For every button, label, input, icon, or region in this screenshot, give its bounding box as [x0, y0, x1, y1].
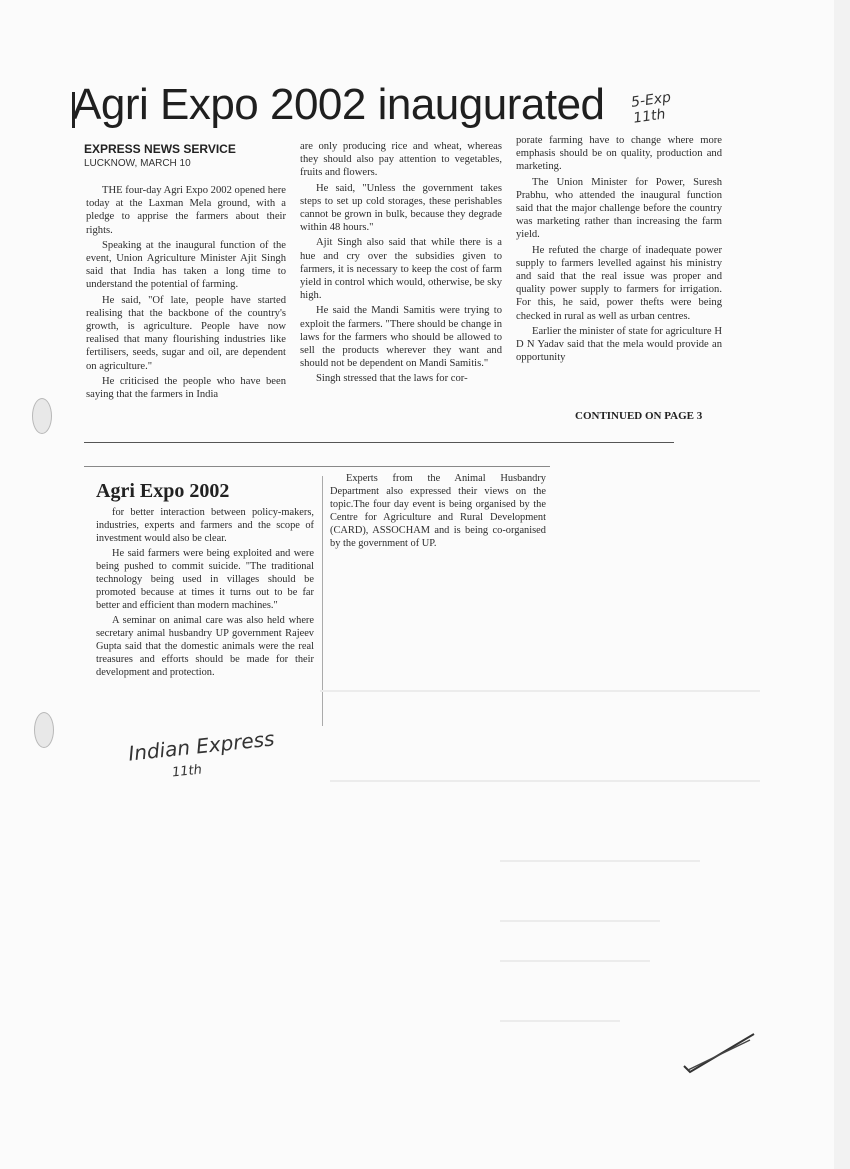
paragraph: Experts from the Animal Husbandry Department also expressed their views on the topic.The four day event is being organised by the Centre for Agriculture and Rural Development (CARD), ASSOCHAM and is being co-organised by the government of UP. — [330, 473, 546, 549]
paragraph: are only producing rice and wheat, whereas they should also pay attention to vegetables, fruits and flowers. — [300, 141, 502, 179]
continuation-column-1 — [96, 506, 314, 679]
paragraph: Earlier the minister of state for agriculture H D N Yadav said that the mela would provide an opportunity — [516, 325, 722, 364]
paragraph: He refuted the charge of inadequate power supply to farmers levelled against his ministry and said that the real issue was proper and quality power supply to farmers for irrigation. For this, he said, power thefts were being checked in rural as well as urban centres. — [516, 244, 722, 322]
bleed-through-line — [320, 690, 760, 692]
dateline: LUCKNOW, MARCH 10 — [84, 158, 191, 169]
paragraph: He said, "Unless the government takes steps to set up cold storages, these perishables cannot be grown in bulk, because they degrade within 48 hours." — [300, 182, 502, 234]
column-divider — [322, 476, 323, 726]
paragraph: He said the Mandi Samitis were trying to exploit the farmers. "There should be change in laws for the farmers who should be allowed to sell the products wherever they want and should not be dependent on Mandi Samitis." — [300, 305, 502, 370]
clipping-bottom-rule — [84, 442, 674, 443]
handwritten-note: 5-Exp 11th — [630, 89, 672, 127]
handwritten-source: Indian Express — [127, 726, 276, 766]
paragraph: He said farmers were being exploited and were being pushed to commit suicide. "The traditional technology being used in villages should be promoted because at times it turns out to be far better and efficient than modern machines." — [96, 548, 314, 611]
bleed-through-line — [500, 860, 700, 862]
article-column-2 — [300, 140, 502, 386]
paragraph: for better interaction between policy-makers, industries, experts and farmers and the scope of investment would also be clear. — [96, 507, 314, 544]
paragraph: Speaking at the inaugural function of the event, Union Agriculture Minister Ajit Singh said that India has taken a long time to understand the potential of farming. — [86, 239, 286, 291]
handwritten-date: 11th — [171, 762, 203, 781]
punch-hole-bottom — [34, 712, 54, 748]
continuation-top-rule — [84, 466, 550, 467]
paragraph: He criticised the people who have been saying that the farmers in India — [86, 375, 286, 401]
bleed-through-line — [330, 780, 760, 782]
paragraph: THE four-day Agri Expo 2002 opened here today at the Laxman Mela ground, with a pledge to apprise the farmers about their rights. — [86, 185, 286, 236]
paragraph: A seminar on animal care was also held where secretary animal husbandry UP government Rajeev Gupta said that the domestic animals were the real treasures and efforts should be made for their development and protection. — [96, 615, 314, 678]
paragraph: Ajit Singh also said that while there is a hue and cry over the subsidies given to farmers, it is necessary to keep the cost of farm yield in control which would, otherwise, be sky high. — [300, 237, 502, 302]
page-edge — [834, 0, 850, 1169]
page-title: Agri Expo 2002 inaugurated — [72, 80, 605, 129]
article-column-1 — [86, 184, 286, 401]
bleed-through-line — [500, 960, 650, 962]
continuation-column-2 — [330, 472, 546, 550]
article-column-3 — [516, 134, 722, 364]
continued-label: CONTINUED ON PAGE 3 — [575, 410, 703, 422]
byline-service: EXPRESS NEWS SERVICE — [84, 142, 236, 156]
paragraph: porate farming have to change where more emphasis should be on quality, production and marketing. — [516, 135, 722, 173]
tick-mark-icon — [680, 1030, 760, 1075]
bleed-through-line — [500, 1020, 620, 1022]
continuation-title: Agri Expo 2002 — [96, 480, 230, 502]
paragraph: Singh stressed that the laws for cor- — [316, 373, 468, 385]
bleed-through-line — [500, 920, 660, 922]
paragraph: He said, "Of late, people have started realising that the backbone of the country's growth, is agriculture. People have now realised that many flourishing industries like fertilisers, seeds, sugar and oil, are dependent on agriculture." — [86, 294, 286, 372]
paragraph: The Union Minister for Power, Suresh Prabhu, who attended the inaugural function said that the major challenge before the country was marketing rather than increasing the farm yield. — [516, 176, 722, 241]
punch-hole-top — [32, 398, 52, 434]
